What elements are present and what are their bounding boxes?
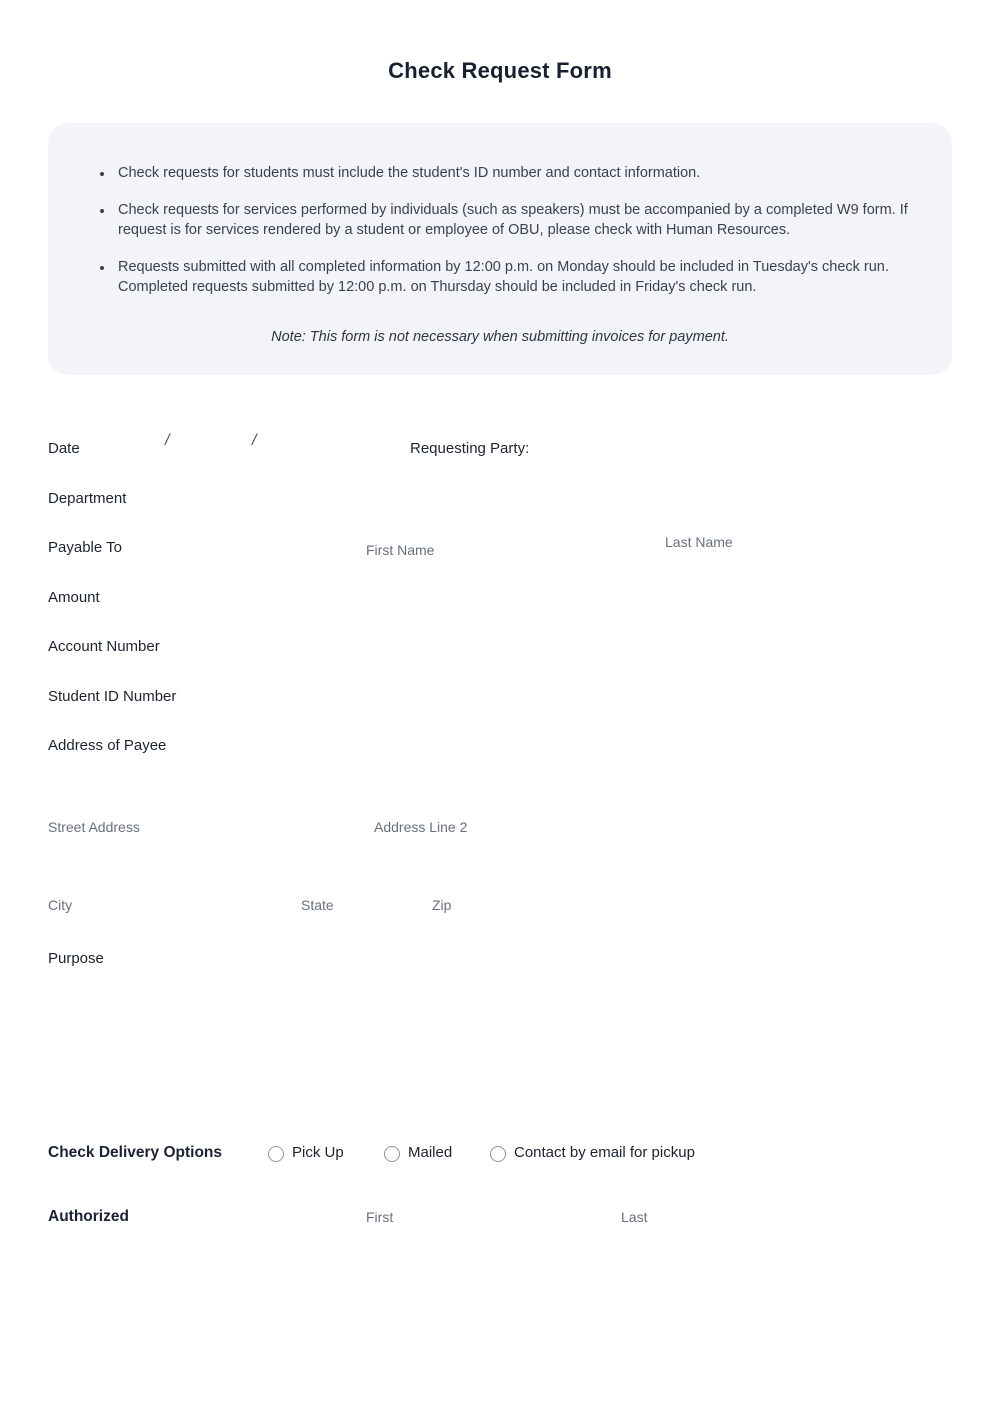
- account-number-input[interactable]: [200, 632, 600, 660]
- instructions-list: [48, 123, 952, 297]
- date-separator: /: [165, 432, 170, 449]
- address-of-payee-label: Address of Payee: [48, 737, 167, 754]
- requesting-party-input[interactable]: [560, 430, 860, 458]
- date-label: Date: [48, 440, 80, 457]
- instruction-bullet: • Check requests for services performed by individuals (such as speakers) must be accompanied by a completed W9 form. If request is for services rendered by a student or employee of OBU, please check with Human Resources.: [114, 200, 922, 240]
- instructions-note: Note: This form is not necessary when submitting invoices for payment.: [271, 329, 729, 345]
- authorized-label: Authorized: [48, 1208, 129, 1225]
- payable-to-last-name-input[interactable]: Last Name: [665, 534, 733, 550]
- radio-mailed[interactable]: [384, 1146, 400, 1162]
- date-separator: /: [252, 432, 257, 449]
- street-address-input[interactable]: Street Address: [48, 819, 140, 835]
- authorized-last-input[interactable]: Last: [621, 1209, 648, 1225]
- radio-contact-by-email-label[interactable]: Contact by email for pickup: [514, 1144, 695, 1161]
- instruction-bullet: • Check requests for students must include the student's ID number and contact information.: [114, 163, 922, 183]
- instructions-box: [48, 123, 952, 375]
- department-input[interactable]: [200, 484, 600, 512]
- student-id-label: Student ID Number: [48, 688, 177, 705]
- student-id-input[interactable]: [220, 682, 620, 710]
- department-label: Department: [48, 490, 127, 507]
- purpose-label: Purpose: [48, 950, 104, 967]
- radio-contact-by-email[interactable]: [490, 1146, 506, 1162]
- page-title: Check Request Form: [388, 58, 612, 83]
- zip-input[interactable]: Zip: [432, 897, 452, 913]
- amount-input[interactable]: [200, 583, 600, 611]
- date-day-input[interactable]: [186, 430, 248, 458]
- date-month-input[interactable]: [100, 430, 162, 458]
- radio-pick-up[interactable]: [268, 1146, 284, 1162]
- address-line2-input[interactable]: Address Line 2: [374, 819, 468, 835]
- radio-pick-up-label[interactable]: Pick Up: [292, 1144, 344, 1161]
- account-number-label: Account Number: [48, 638, 160, 655]
- payable-to-label: Payable To: [48, 539, 122, 556]
- amount-label: Amount: [48, 589, 100, 606]
- city-input[interactable]: City: [48, 897, 73, 913]
- requesting-party-label: Requesting Party:: [410, 440, 530, 457]
- purpose-textarea[interactable]: [48, 980, 952, 1110]
- state-input[interactable]: State: [301, 897, 334, 913]
- authorized-first-input[interactable]: First: [366, 1209, 394, 1225]
- instruction-bullet: • Requests submitted with all completed information by 12:00 p.m. on Monday should be included in Tuesday's check run. Completed requests submitted by 12:00 p.m. on Thursday should be included in Friday's check run.: [114, 257, 922, 297]
- check-delivery-options-label: Check Delivery Options: [48, 1144, 223, 1161]
- radio-mailed-label[interactable]: Mailed: [408, 1144, 453, 1161]
- payable-to-first-name-input[interactable]: First Name: [366, 542, 435, 558]
- date-year-input[interactable]: [272, 430, 352, 458]
